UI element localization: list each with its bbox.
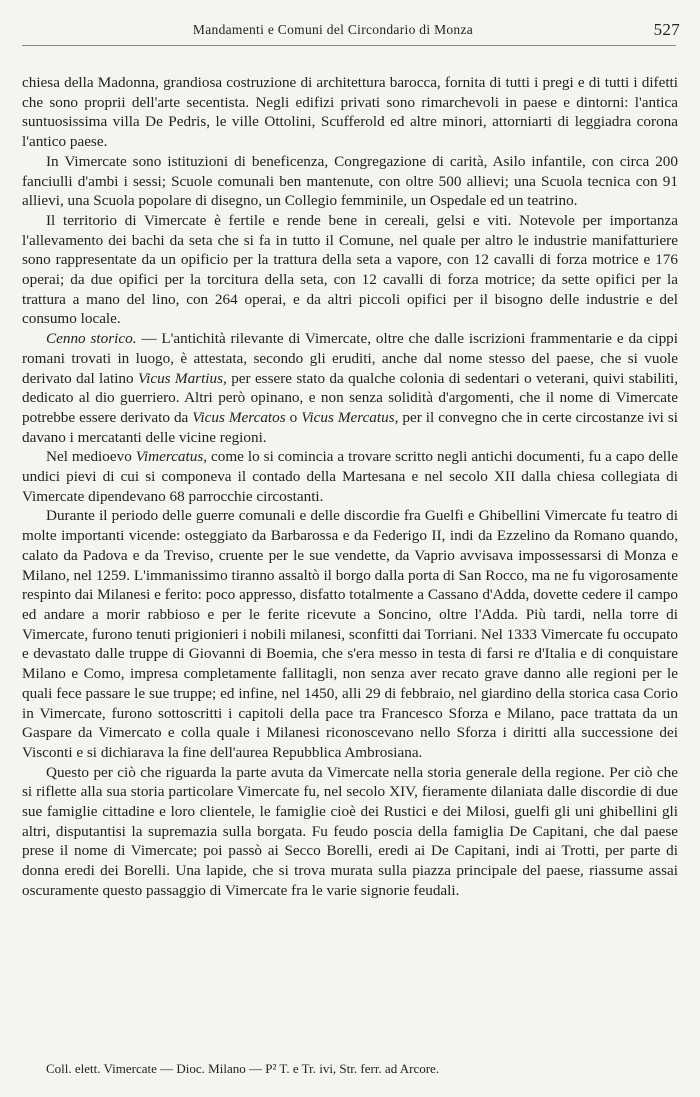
text-run: In Vimercate sono istituzioni di beneficenza, Congregazione di carità, Asilo infantile, con circa 200 fanciulli d'ambi i sessi; Scuole comunali ben mantenute, con oltre 500 allievi; una Scuola tecnica con 91 allievi, una Scuola popolare di disegno, un Collegio femminile, un Ospedale ed un teatrino. [22, 152, 678, 210]
text-run: , come lo si comincia a trovare scritto negli antichi documenti, fu a capo delle undici pievi di cui si componeva il contado della Martesana e nel secolo XII dalla chiesa collegiata di Vimercate dipendevano 68 parrocchie circostanti. [22, 448, 678, 505]
paragraph [22, 73, 678, 152]
paragraph [22, 763, 678, 901]
running-title: Mandamenti e Comuni del Circondario di Monza [192, 22, 474, 37]
paragraph [22, 211, 678, 329]
text-run: Durante il periodo delle guerre comunali e delle discordie fra Guelfi e Ghibellini Vimercate fu teatro di molte importanti vicende: osteggiato da Barbarossa e da Federigo II, indi da Ezzelino da Romano quando, calato da Padova e da Treviso, cruente per le sue vendette, da Vaprio avvisava impossessarsi di Monza e Milano, nel 1259. L'immanissimo tiranno assaltò il borgo dalla porta di San Rocco, ma ne fu vigorosamente respinto dai Milanesi e ferito: poco appresso, disfatto totalmente a Cassano d'Adda, dovette cedere il campo ed andare a morir rabbioso e per le ferite ricevute a Soncino, oltre l'Adda. Più tardi, nella torre di Vimercate, furono tenuti prigionieri i nobili milanesi, sconfitti dai Torriani. Nel 1333 Vimercate fu occupato e devastato dalle truppe di Giovanni di Boemia, che s'era messo in testa di farsi re d'Italia e di conquistare Milano e Como, impresa completamente fallitagli, non senza aver recato grave danno alle regioni per le quali fece passare le sue truppe; ed infine, nel 1450, alli 29 di febbraio, nel giardino della storica casa Corio in Vimercate, furono sottoscritti i capitoli della pace tra Francesco Sforza e Milano, pace trattata da un Gaspare da Vimercato e colla quale i Milanesi riconoscevano nello Sforza i diritti alla successione dei Visconti e si dichiarava la fine dell'aurea Repubblica Ambrosiana. [22, 507, 678, 761]
text-run: , per essere stato da qualche colonia di sedentari o veterani, quivi stabiliti, dedicato al dio guerriero. Altri però opinano, e non senza solidità d'argomenti, che il nome di Vimercate potrebbe essere derivato da [22, 369, 679, 426]
italic-term: Vimercatus [135, 448, 204, 466]
text-run: Questo per ciò che riguarda la parte avuta da Vimercate nella storia generale della regione. Per ciò che si riflette alla sua storia particolare Vimercate fu, nel secolo XIV, fieramente dilaniata dalle discordie di due sue famiglie cittadine e loro clientele, le famiglie cioè dei Rustici e dei Milosi, guelfi gli uni ghibellini gli altri, disputantisi la supremazia sulla borgata. Fu feudo poscia della famiglia De Capitani, che dal paese prese il nome di Vimercate; poi passò ai Secco Borelli, eredi ai De Capitani, indi ai Trotti, per parte di donna eredi dei Borelli. Una lapide, che si trova murata sulla piazza principale del paese, riassume assai oscuramente questo passaggio di Vimercate fra le varie signorie feudali. [22, 763, 678, 899]
paragraph [22, 152, 678, 211]
paragraph [22, 329, 678, 447]
body-text [22, 73, 678, 901]
italic-term: Vicus Mercatus [301, 408, 395, 426]
text-run: Il territorio di Vimercate è fertile e rende bene in cereali, gelsi e viti. Notevole per importanza l'allevamento dei bachi da seta che si fa in tutto il Comune, nel quale per altro le industrie manifatturiere sono rappresentate da un opificio per la trattura della seta a vapore, con 12 cavalli di forza motrice e 176 operai; da due opifici per la torcitura della seta, con 12 cavalli di forza motrice; da sette opifici per la trattura a mano del lino, con 264 operai, e da altri piccoli opifici per il bisogno delle industrie e del consumo locale. [22, 211, 678, 328]
paragraph [22, 506, 678, 762]
running-header [22, 20, 680, 44]
text-run: — L'antichità rilevante di Vimercate, oltre che dalle iscrizioni frammentarie e da cippi romani trovati in luogo, è attestata, secondo gli eruditi, anche dal nome stesso del paese, che si vuole derivato dal latino [22, 330, 678, 387]
italic-term: Vicus Mercatos [192, 408, 286, 426]
text-run: Nel medioevo [46, 448, 136, 466]
italic-term: Cenno storico. [46, 330, 137, 348]
text-run: o [285, 408, 302, 426]
footnote-line: Coll. elett. Vimercate — Dioc. Milano — P² T. e Tr. ivi, Str. ferr. ad Arcore. [46, 1061, 440, 1076]
header-rule [22, 45, 676, 46]
paragraph [22, 447, 678, 506]
page-number: 527 [653, 20, 680, 39]
text-run: chiesa della Madonna, grandiosa costruzione di architettura barocca, fornita di tutti i pregi e di tutti i difetti che sono proprii dell'arte secentista. Negli edifizi privati sono rimarchevoli in paese e dintorni: l'antica suntuosissima villa De Pedris, le ville Ottolini, Scufferold ed altre minori, attorniarti di leggiadra corona l'antico paese. [22, 74, 678, 151]
text-run: , per il convegno che in certe circostanze ivi si davano i mercatanti delle vicine regioni. [22, 408, 678, 446]
italic-term: Vicus Martius [137, 369, 224, 387]
